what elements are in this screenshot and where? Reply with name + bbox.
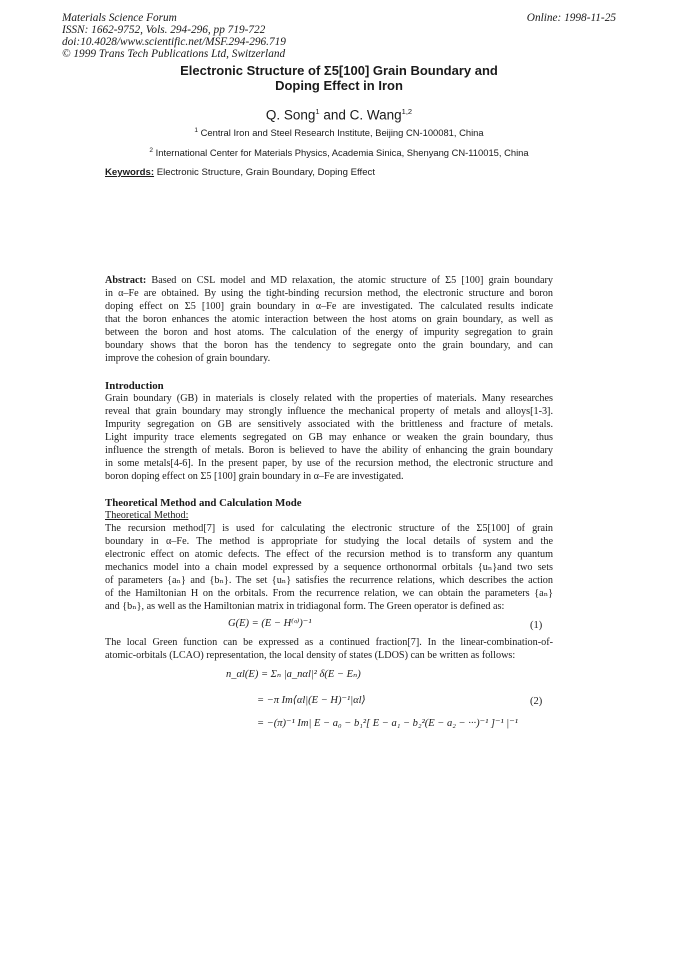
title-line-2: Doping Effect in Iron [275,78,403,93]
theory-line-4: mechanics model into a chain model expressed by a sequence orthonormal orbitals {uₙ}and two sets [105,562,553,573]
theory-heading: Theoretical Method and Calculation Mode [105,497,302,509]
abstract-label: Abstract: [105,275,147,286]
introduction-heading: Introduction [105,380,164,392]
abstract-line-7: improve the cohesion of grain boundary. [105,353,271,364]
paper-title [100,63,578,93]
theory-line-7: and {bₙ}, as well as the Hamiltonian matrix in tridiagonal form. The Green operator is defined as: [105,601,505,612]
affiliation-1 [100,125,578,139]
online-date: Online: 1998-11-25 [526,12,616,24]
keywords-text: Electronic Structure, Grain Boundary, Doping Effect [156,167,375,178]
equation-1: G(E) = (E − H⁽ᵒ⁾)⁻¹ [228,618,312,629]
intro-line-4: Light impurity trace elements segregated on GB may enhance or weaken the grain boundary, thus [105,432,553,443]
theory-line-9: atomic-orbitals (LCAO) representation, the local density of states (LDOS) can be written as follows: [105,650,516,661]
abstract-line-4: that the boron enhances the atomic interaction between the host atoms on grain boundary, as well as [105,314,553,325]
intro-line-1: Grain boundary (GB) in materials is closely related with the properties of materials. Many researches [105,393,553,404]
equation-2-number: (2) [530,696,543,707]
intro-line-7: boron doping effect on Σ5 [100] grain boundary in α–Fe are investigated. [105,471,404,482]
theory-line-8: The local Green function can be expressed as a continued fraction[7]. In the linear-combination-of- [105,637,553,648]
intro-line-6: in some metals[4-6]. In the present paper, by use of the recursion method, the electronic structure and [105,458,553,469]
author-1-sup: 1 [315,107,320,116]
copyright-line: © 1999 Trans Tech Publications Ltd, Switzerland [62,48,286,60]
equation-1-number: (1) [530,620,543,631]
theory-line-3: electronic effect on atomic defects. The effect of the recursion method is to transform any quantum [105,549,553,560]
keywords-label: Keywords: [105,167,155,178]
theory-subheading: Theoretical Method: [105,510,189,521]
keywords [105,167,375,179]
abstract-line-2: in α–Fe are obtained. By using the tight-binding recursion method, the electronic structure and boron [105,288,553,299]
authors [100,104,578,124]
affiliation-2-sup: 2 [149,147,154,154]
abstract-line-5: between the boron and host atoms. The calculation of the energy of impurity segregation to grain [105,327,553,338]
theory-line-6: of the Hamiltonian H on the orbitals. From the recurrence relation, we can obtain the parameters {aₙ} [105,588,553,599]
issn-line: ISSN: 1662-9752, Vols. 294-296, pp 719-722 [62,24,266,36]
affiliation-2-text: International Center for Materials Physics, Academia Sinica, Shenyang CN-110015, China [155,147,529,159]
author-1: Q. Song [265,107,316,123]
affiliation-2 [60,145,618,159]
intro-line-5: influence the strength of metals. Boron is believed to have the ability of enhancing the grain boundary [105,445,553,456]
theory-line-5: of parameters {aₙ} and {bₙ}. The set {uₙ} satisfies the recurrence relations, which describes the action [105,575,553,586]
title-line-1: Electronic Structure of Σ5[100] Grain Boundary and [180,63,498,78]
equation-2-line-1: n_αl(E) = Σₙ |a_nαl|² δ(E − Eₙ) [226,669,361,680]
abstract-line-1: Abstract: Based on CSL model and MD relaxation, the atomic structure of Σ5 [100] grain boundary [105,275,553,286]
theory-line-2: boundary in α–Fe. The method is appropriate for studying the local details of system and the [105,536,553,547]
author-2: C. Wang [349,107,402,123]
intro-line-3: Impurity segregation on GB are sensitively associated with the brittleness and fracture of metals. [105,419,553,430]
affiliation-1-sup: 1 [194,127,199,134]
intro-line-2: reveal that grain boundary may strongly influence the mechanical property of metals and alloys[1-3]. [105,406,553,417]
author-2-sup: 1,2 [401,107,413,116]
abstract-line-6: boundary shows that the boron has the tendency to segregate onto the grain boundary, and can [105,340,553,351]
affiliation-1-text: Central Iron and Steel Research Institute, Beijing CN-100081, China [200,127,484,139]
abstract-line-3: doping effect on Σ5 [100] grain boundary in α–Fe are investigated. The calculated results indicate [105,301,553,312]
author-conjunction: and [323,107,346,123]
doi-line[interactable]: doi:10.4028/www.scientific.net/MSF.294-296.719 [62,36,286,48]
theory-line-1: The recursion method[7] is used for calculating the electronic structure of the Σ5[100] of grain [105,523,553,534]
equation-2-line-3: = −(π)⁻¹ Im| E − a₀ − b₁²[ E − a₁ − b₂²(E − a₂ − ···)⁻¹ ]⁻¹ |⁻¹ [257,718,518,729]
equation-2-line-2: = −π Im⟨αl|(E − H)⁻¹|αl⟩ [257,695,366,706]
journal-name: Materials Science Forum [62,12,177,24]
